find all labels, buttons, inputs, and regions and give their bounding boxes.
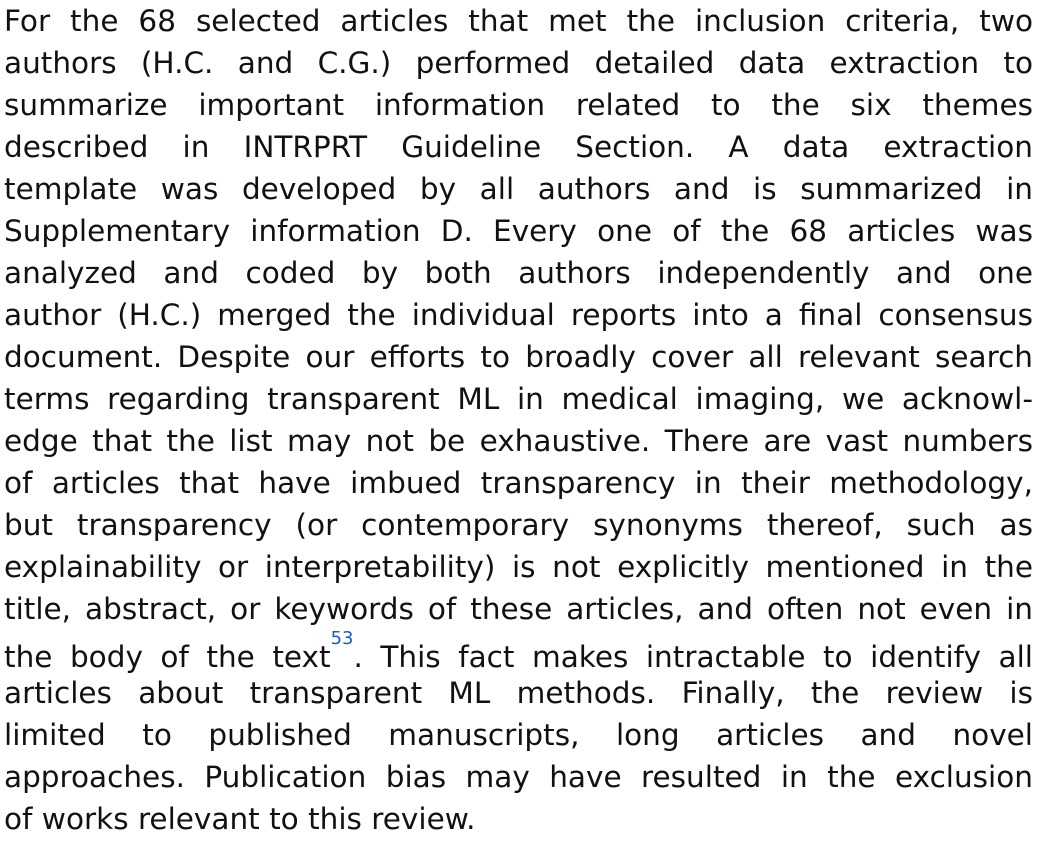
text-line-18: limited to published manuscripts, long articles and novel [4, 718, 1033, 752]
text-line-17: articles about transparent ML methods. Finally, the review is [4, 676, 1033, 710]
text-line-12: of articles that have imbued transparency in their methodology, [4, 466, 1033, 500]
text-line-10: terms regarding transparent ML in medical imaging, we acknowl- [4, 382, 1033, 416]
text-line-8: author (H.C.) merged the individual reports into a final consensus [4, 298, 1033, 332]
text-line-2: authors (H.C. and C.G.) performed detailed data extraction to [4, 46, 1033, 80]
text-line-11: edge that the list may not be exhaustive. There are vast numbers [4, 424, 1033, 458]
body-paragraph [4, 0, 1033, 840]
text-line-20: of works relevant to this review. [4, 802, 476, 836]
text-line-19: approaches. Publication bias may have resulted in the exclusion [4, 760, 1033, 794]
text-line-7: analyzed and coded by both authors independently and one [4, 256, 1033, 290]
text-line-16 [4, 630, 1033, 672]
text-line-5: template was developed by all authors and is summarized in [4, 172, 1033, 206]
citation-link[interactable]: 53 [330, 628, 354, 649]
text-line-4: described in INTRPRT Guideline Section. A data extraction [4, 130, 1033, 164]
text-line-16-tail: . This fact makes intractable to identify all [353, 639, 1033, 674]
text-line-9: document. Despite our efforts to broadly cover all relevant search [4, 340, 1033, 374]
text-line-13: but transparency (or contemporary synonyms thereof, such as [4, 508, 1033, 542]
text-line-14: explainability or interpretability) is not explicitly mentioned in the [4, 550, 1033, 584]
text-line-1: For the 68 selected articles that met the inclusion criteria, two [4, 4, 1033, 38]
text-line-15: title, abstract, or keywords of these articles, and often not even in [4, 592, 1033, 626]
text-line-6: Supplementary information D. Every one of the 68 articles was [4, 214, 1033, 248]
text-line-3: summarize important information related to the six themes [4, 88, 1033, 122]
text-line-16-head: the body of the text [4, 639, 331, 674]
